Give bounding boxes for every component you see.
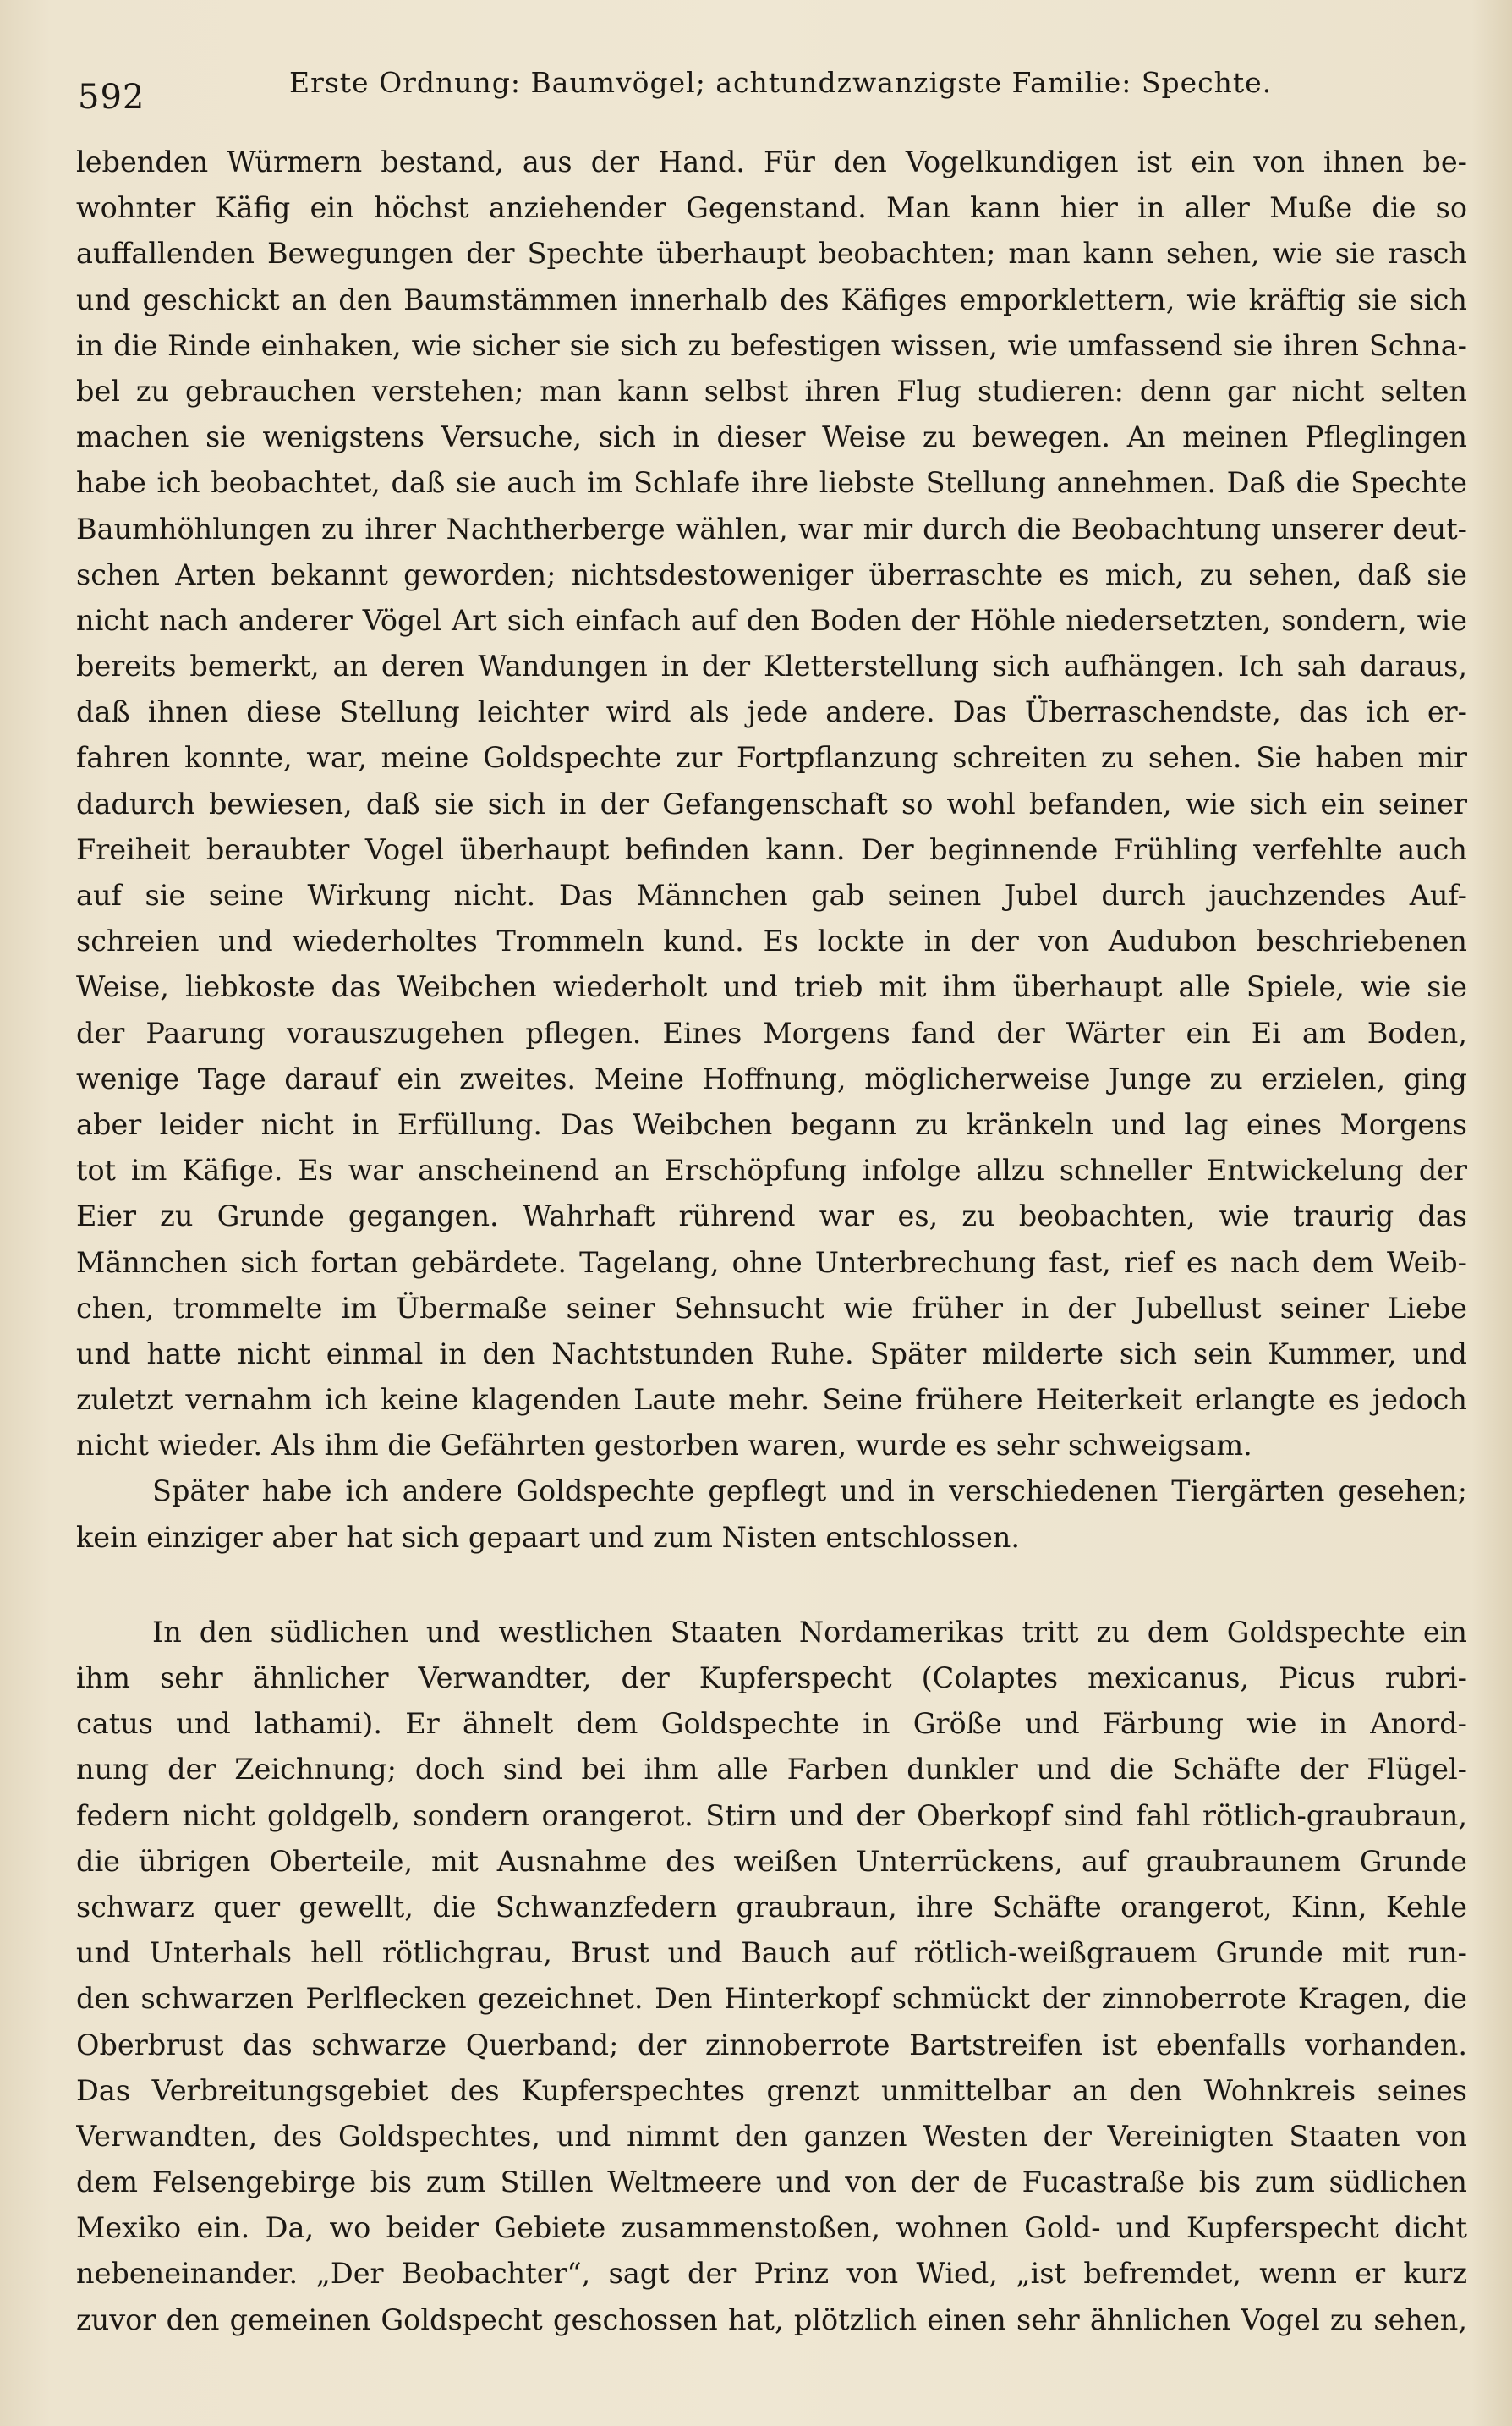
text-line: chen, trommelte im Übermaße seiner Sehnsucht wie früher in der Jubellust seiner Liebe [76, 1291, 1467, 1325]
text-line: wenige Tage darauf ein zweites. Meine Hoffnung, möglicherweise Junge zu erzielen, ging [76, 1062, 1467, 1095]
text-line: machen sie wenigstens Versuche, sich in dieser Weise zu bewegen. An meinen Pfleglingen [76, 420, 1467, 454]
text-line: tot im Käfige. Es war anscheinend an Erschöpfung infolge allzu schneller Entwickelung der [76, 1154, 1467, 1188]
text-line: die übrigen Oberteile, mit Ausnahme des weißen Unterrückens, auf graubraunem Grunde [76, 1844, 1467, 1878]
text-line: habe ich beobachtet, daß sie auch im Schlafe ihre liebste Stellung annehmen. Daß die Spechte [76, 466, 1467, 500]
page-header [78, 66, 1482, 117]
text-line: Baumhöhlungen zu ihrer Nachtherberge wählen, war mir durch die Beobachtung unserer deut- [76, 512, 1467, 546]
text-line: dem Felsengebirge bis zum Stillen Weltmeere und von der de Fucastraße bis zum südlichen [76, 2165, 1467, 2199]
text-line: aber leider nicht in Erfüllung. Das Weibchen begann zu kränkeln und lag eines Morgens [76, 1107, 1467, 1141]
text-line: Das Verbreitungsgebiet des Kupferspechtes grenzt unmittelbar an den Wohnkreis seines [76, 2073, 1467, 2107]
text-line: Weise, liebkoste das Weibchen wiederholt und trieb mit ihm überhaupt alle Spiele, wie sie [76, 970, 1467, 1004]
text-line: lebenden Würmern bestand, aus der Hand. Für den Vogelkundigen ist ein von ihnen be- [76, 145, 1467, 178]
text-line: nebeneinander. „Der Beobachter“, sagt der Prinz von Wied, „ist befremdet, wenn er kurz [76, 2257, 1467, 2291]
text-line: Oberbrust das schwarze Querband; der zinnoberrote Bartstreifen ist ebenfalls vorhanden. [76, 2028, 1467, 2061]
text-line: zuletzt vernahm ich keine klagenden Laute mehr. Seine frühere Heiterkeit erlangte es jedoch [76, 1383, 1467, 1417]
text-line: den schwarzen Perlflecken gezeichnet. Den Hinterkopf schmückt der zinnoberrote Kragen, die [76, 1982, 1467, 2016]
text-line: und geschickt an den Baumstämmen innerhalb des Käfiges emporklettern, wie kräftig sie sich [76, 283, 1467, 316]
page-number: 592 [78, 78, 145, 117]
text-line: daß ihnen diese Stellung leichter wird als jede andere. Das Überraschendste, das ich er- [76, 695, 1467, 729]
text-line: wohnter Käfig ein höchst anziehender Gegenstand. Man kann hier in aller Muße die so [76, 191, 1467, 225]
text-line: kein einziger aber hat sich gepaart und zum Nisten entschlossen. [76, 1520, 1021, 1554]
text-line: schreien und wiederholtes Trommeln kund. Es lockte in der von Audubon beschriebenen [76, 925, 1467, 958]
paragraph-2 [76, 1468, 1467, 1560]
text-line: in die Rinde einhaken, wie sicher sie sich zu befestigen wissen, wie umfassend sie ihren Schna- [76, 328, 1467, 362]
text-line: Freiheit beraubter Vogel überhaupt befinden kann. Der beginnende Frühling verfehlte auch [76, 832, 1467, 866]
text-line: schwarz quer gewellt, die Schwanzfedern graubraun, ihre Schäfte orangerot, Kinn, Kehle [76, 1890, 1467, 1924]
running-head: Erste Ordnung: Baumvögel; achtundzwanzigste Familie: Spechte. [289, 66, 1273, 99]
text-line: auffallenden Bewegungen der Spechte überhaupt beobachten; man kann sehen, wie sie rasch [76, 237, 1467, 271]
text-line: der Paarung vorauszugehen pflegen. Eines Morgens fand der Wärter ein Ei am Boden, [76, 1016, 1467, 1050]
text-line: nung der Zeichnung; doch sind bei ihm alle Farben dunkler und die Schäfte der Flügel- [76, 1753, 1467, 1787]
section-gap [76, 1561, 1467, 1610]
page-body [76, 140, 1467, 2343]
text-line: In den südlichen und westlichen Staaten Nordamerikas tritt zu dem Goldspechte ein [152, 1615, 1467, 1649]
text-line: bel zu gebrauchen verstehen; man kann selbst ihren Flug studieren: denn gar nicht selten [76, 374, 1467, 408]
text-line: auf sie seine Wirkung nicht. Das Männchen gab seinen Jubel durch jauchzendes Auf- [76, 879, 1467, 912]
text-line: Später habe ich andere Goldspechte gepflegt und in verschiedenen Tiergärten gesehen; [152, 1474, 1467, 1508]
text-line: und Unterhals hell rötlichgrau, Brust und Bauch auf rötlich-weißgrauem Grunde mit run- [76, 1936, 1467, 1970]
text-line: Eier zu Grunde gegangen. Wahrhaft rührend war es, zu beobachten, wie traurig das [76, 1199, 1467, 1233]
text-line: dadurch bewiesen, daß sie sich in der Gefangenschaft so wohl befanden, wie sich ein seiner [76, 787, 1467, 821]
paragraph-3 [76, 1610, 1467, 2343]
text-line: fahren konnte, war, meine Goldspechte zur Fortpflanzung schreiten zu sehen. Sie haben mir [76, 741, 1467, 775]
text-line: federn nicht goldgelb, sondern orangerot. Stirn und der Oberkopf sind fahl rötlich-graubraun, [76, 1798, 1467, 1832]
text-line: Mexiko ein. Da, wo beider Gebiete zusammenstoßen, wohnen Gold- und Kupferspecht dicht [76, 2211, 1467, 2245]
text-line: nicht nach anderer Vögel Art sich einfach auf den Boden der Höhle niedersetzten, sondern, wie [76, 603, 1467, 637]
text-line: und hatte nicht einmal in den Nachtstunden Ruhe. Später milderte sich sein Kummer, und [76, 1336, 1467, 1370]
text-line: schen Arten bekannt geworden; nichtsdestoweniger überraschte es mich, zu sehen, daß sie [76, 557, 1467, 591]
text-line: bereits bemerkt, an deren Wandungen in der Kletterstellung sich aufhängen. Ich sah daraus, [76, 650, 1467, 683]
text-line: nicht wieder. Als ihm die Gefährten gestorben waren, wurde es sehr schweigsam. [76, 1429, 1252, 1463]
text-line: catus und lathami). Er ähnelt dem Goldspechte in Größe und Färbung wie in Anord- [76, 1707, 1467, 1741]
text-line: Männchen sich fortan gebärdete. Tagelang, ohne Unterbrechung fast, rief es nach dem Weib- [76, 1245, 1467, 1279]
text-line: ihm sehr ähnlicher Verwandter, der Kupferspecht (Colaptes mexicanus, Picus rubri- [76, 1661, 1467, 1694]
text-line: zuvor den gemeinen Goldspecht geschossen hat, plötzlich einen sehr ähnlichen Vogel zu sehen, [76, 2303, 1467, 2336]
text-line: Verwandten, des Goldspechtes, und nimmt den ganzen Westen der Vereinigten Staaten von [76, 2119, 1467, 2153]
paragraph-1 [76, 140, 1467, 1468]
